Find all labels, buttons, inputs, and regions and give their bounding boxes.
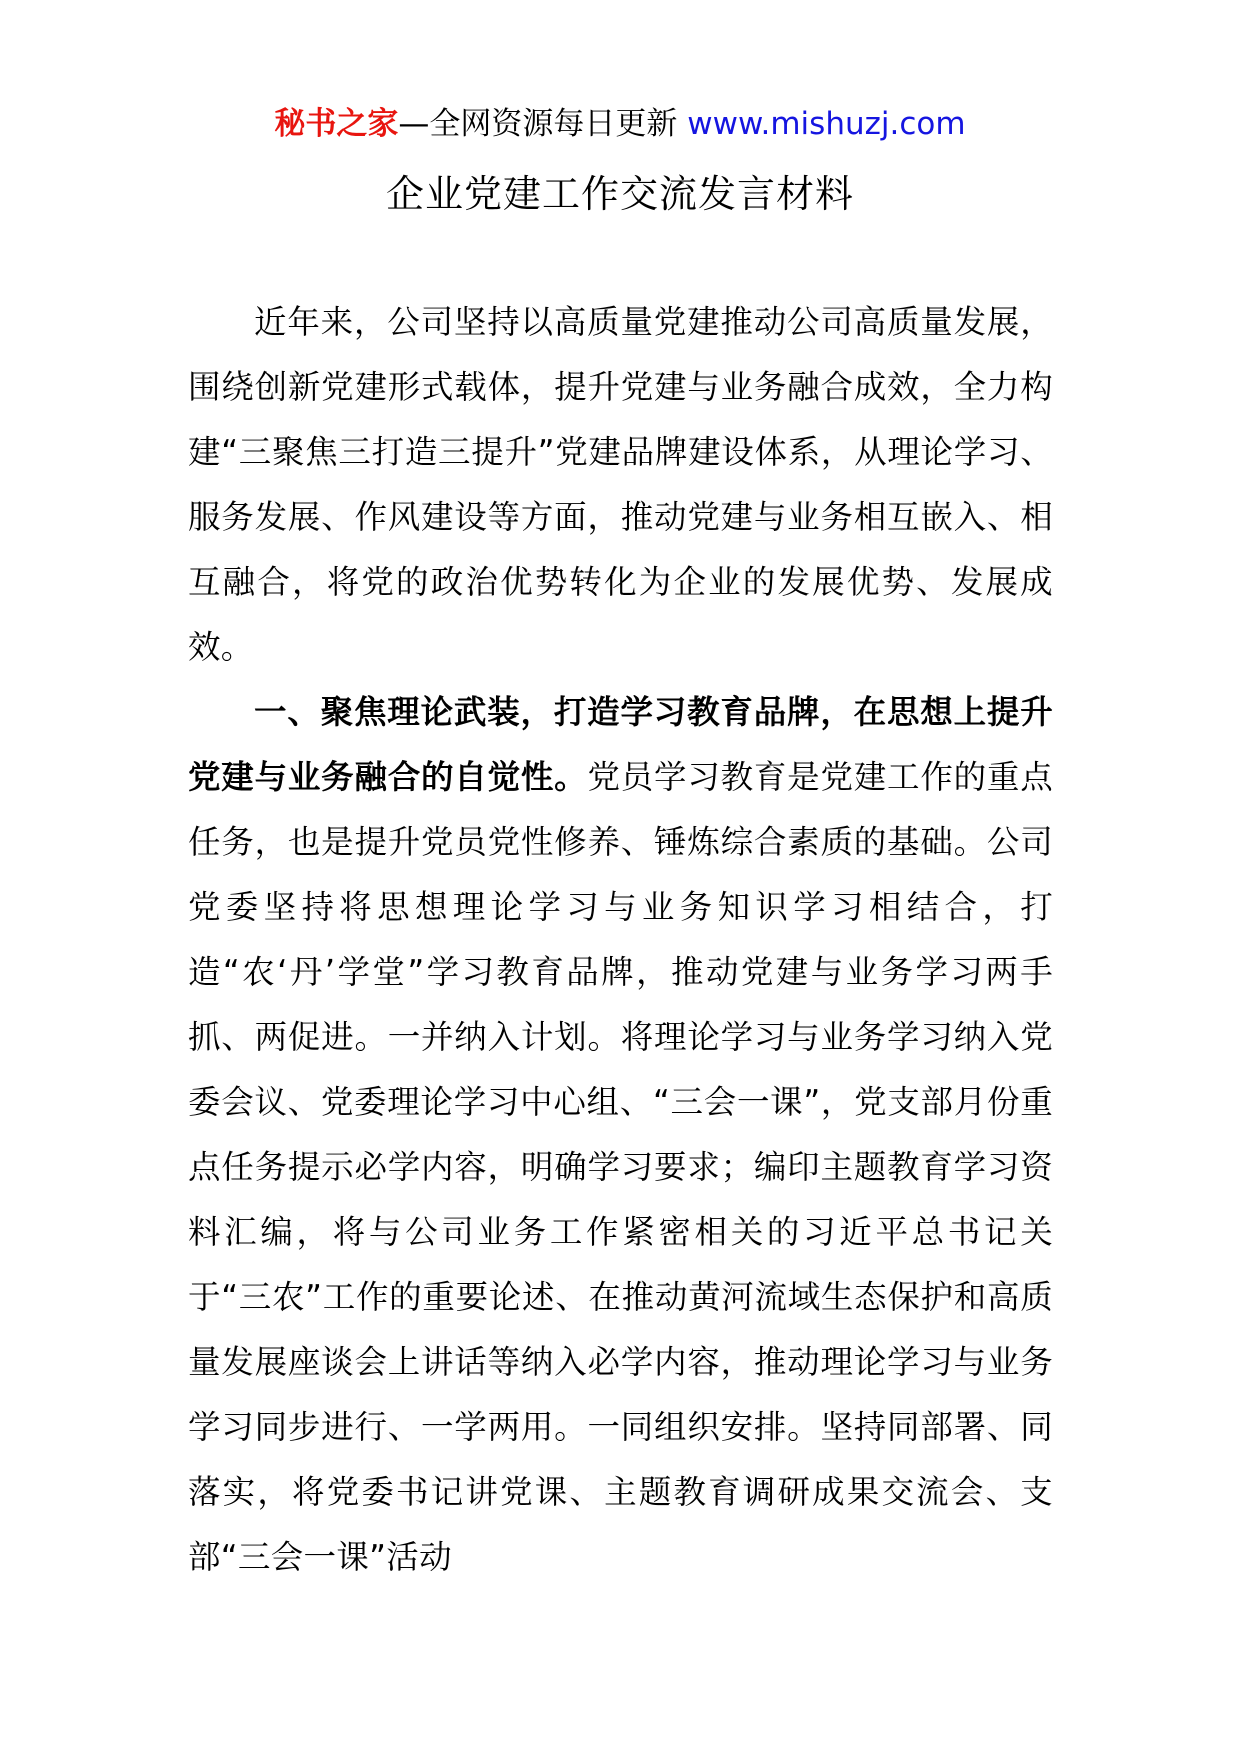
section-1-body: 党员学习教育是党建工作的重点任务，也是提升党员党性修养、锤炼综合素质的基础。公司党委坚持将思想理论学习与业务知识学习相结合，打造“农‘丹’学堂”学习教育品牌，推动党建与业务学习两手抓、两促进。一并纳入计划。将理论学习与业务学习纳入党委会议、党委理论学习中心组、“三会一课”，党支部月份重点任务提示必学内容，明确学习要求；编印主题教育学习资料汇编，将与公司业务工作紧密相关的习近平总书记关于“三农”工作的重要论述、在推动黄河流域生态保护和高质量发展座谈会上讲话等纳入必学内容，推动理论学习与业务学习同步进行、一学两用。一同组织安排。坚持同部署、同落实，将党委书记讲党课、主题教育调研成果交流会、支部“三会一课”活动 — [188, 758, 1053, 1576]
header-tagline: —全网资源每日更新 — [398, 106, 688, 142]
document-body — [188, 290, 1053, 1590]
site-url-link[interactable]: www.mishuzj.com — [687, 106, 966, 142]
site-header — [0, 100, 1240, 148]
document-title: 企业党建工作交流发言材料 — [385, 172, 854, 216]
brand-name: 秘书之家 — [274, 106, 399, 142]
section-1-paragraph — [188, 680, 1053, 1590]
intro-paragraph: 近年来，公司坚持以高质量党建推动公司高质量发展，围绕创新党建形式载体，提升党建与业务融合成效，全力构建“三聚焦三打造三提升”党建品牌建设体系，从理论学习、服务发展、作风建设等方面，推动党建与业务相互嵌入、相互融合，将党的政治优势转化为企业的发展优势、发展成效。 — [188, 303, 1053, 666]
section-1-heading: 一、聚焦理论武装，打造学习教育品牌，在思想上提升党建与业务融合的自觉性。 — [188, 693, 1053, 796]
